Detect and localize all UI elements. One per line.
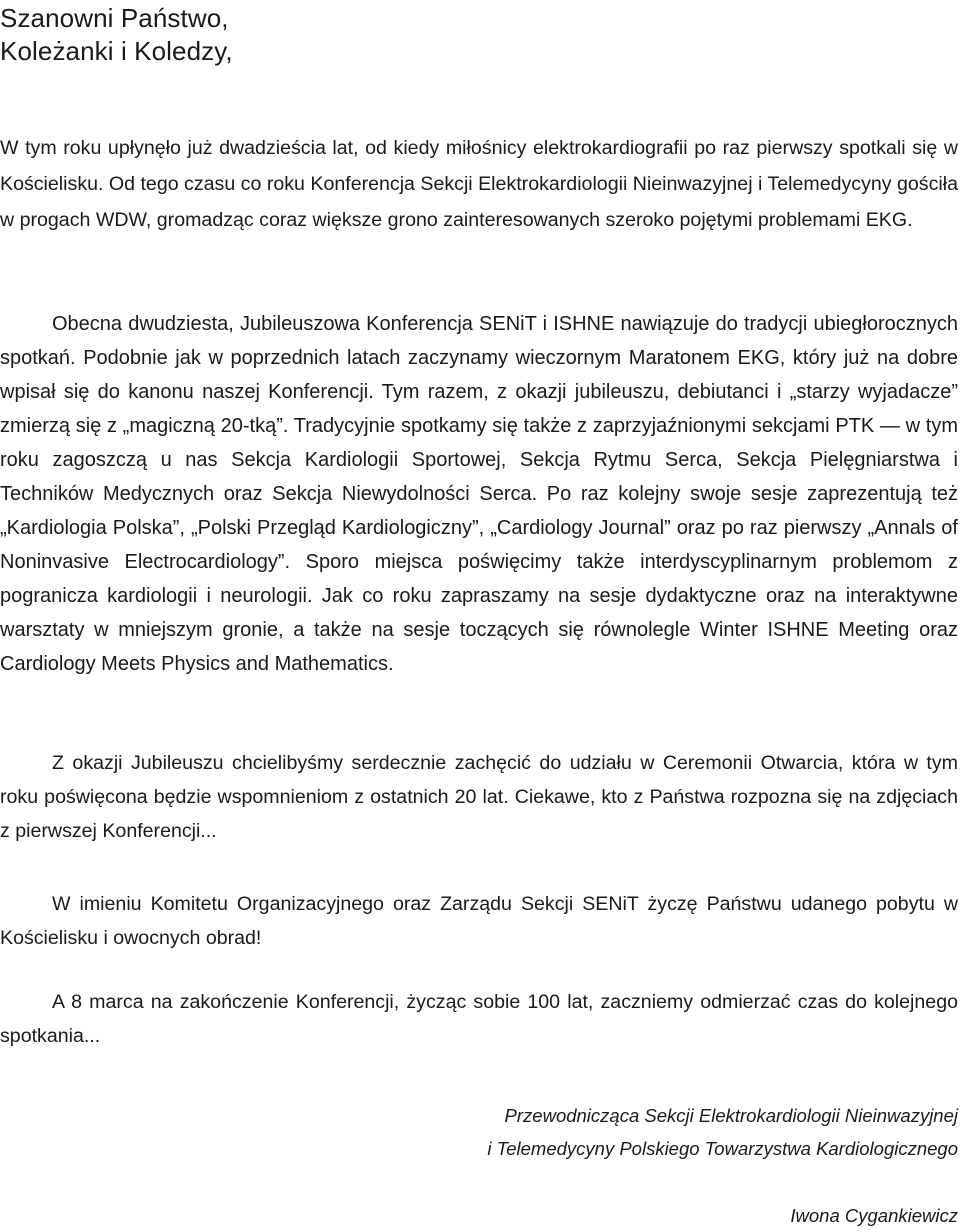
signature-line-1: Przewodnicząca Sekcji Elektrokardiologii Nieinwazyjnej [504,1105,958,1126]
paragraph-ceremony: Z okazji Jubileuszu chcielibyśmy serdecznie zachęcić do udziału w Ceremonii Otwarcia, która w tym roku poświęcona będzie wspomnieniom z ostatnich 20 lat. Ciekawe, kto z Państwa rozpozna się na zdjęciach z pierwszej Konferencji... [0,752,958,842]
greeting [0,2,233,68]
paragraph-closing: A 8 marca na zakończenie Konferencji, życząc sobie 100 lat, zaczniemy odmierzać czas do kolejnego spotkania... [0,991,958,1047]
signer-name: Iwona Cygankiewicz [790,1205,958,1226]
greeting-line-1: Szanowni Państwo, [0,3,229,33]
signature-line-2: i Telemedycyny Polskiego Towarzystwa Kardiologicznego [487,1138,958,1159]
greeting-line-2: Koleżanki i Koledzy, [0,36,233,66]
paragraph-intro: W tym roku upłynęło już dwadzieścia lat, od kiedy miłośnicy elektrokardiografii po raz pierwszy spotkali się w Kościelisku. Od tego czasu co roku Konferencja Sekcji Elektrokardiologii Nieinwazyjnej i Telemedycyny gościła w progach WDW, gromadząc coraz większe grono zainteresowanych szeroko pojętymi problemami EKG. [0,137,959,231]
paragraph-wishes: W imieniu Komitetu Organizacyjnego oraz Zarządu Sekcji SENiT życzę Państwu udanego pobytu w Kościelisku i owocnych obrad! [0,893,958,949]
signature-title [487,1099,958,1165]
paragraph-conference: Obecna dwudziesta, Jubileuszowa Konferencja SENiT i ISHNE nawiązuje do tradycji ubiegłorocznych spotkań. Podobnie jak w poprzednich latach zaczynamy wieczornym Maratonem EKG, który już na dobre wpisał się do kanonu naszej Konferencji. Tym razem, z okazji jubileuszu, debiutanci i „starzy wyjadacze” zmierzą się z „magiczną 20-tką”. Tradycyjnie spotkamy się także z zaprzyjaźnionymi sekcjami PTK — w tym roku zagoszczą u nas Sekcja Kardiologii Sportowej, Sekcja Rytmu Serca, Sekcja Pielęgniarstwa i Techników Medycznych oraz Sekcja Niewydolności Serca. Po raz kolejny swoje sesje zaprezentują też „Kardiologia Polska”, „Polski Przegląd Kardiologiczny”, „Cardiology Journal” oraz po raz pierwszy „Annals of Noninvasive Electrocardiology”. Sporo miejsca poświęcimy także interdyscyplinarnym problemom z pogranicza kardiologii i neurologii. Jak co roku zapraszamy na sesje dydaktyczne oraz na interaktywne warsztaty w mniejszym gronie, a także na sesje toczących się równolegle Winter ISHNE Meeting oraz Cardiology Meets Physics and Mathematics. [0,313,958,675]
